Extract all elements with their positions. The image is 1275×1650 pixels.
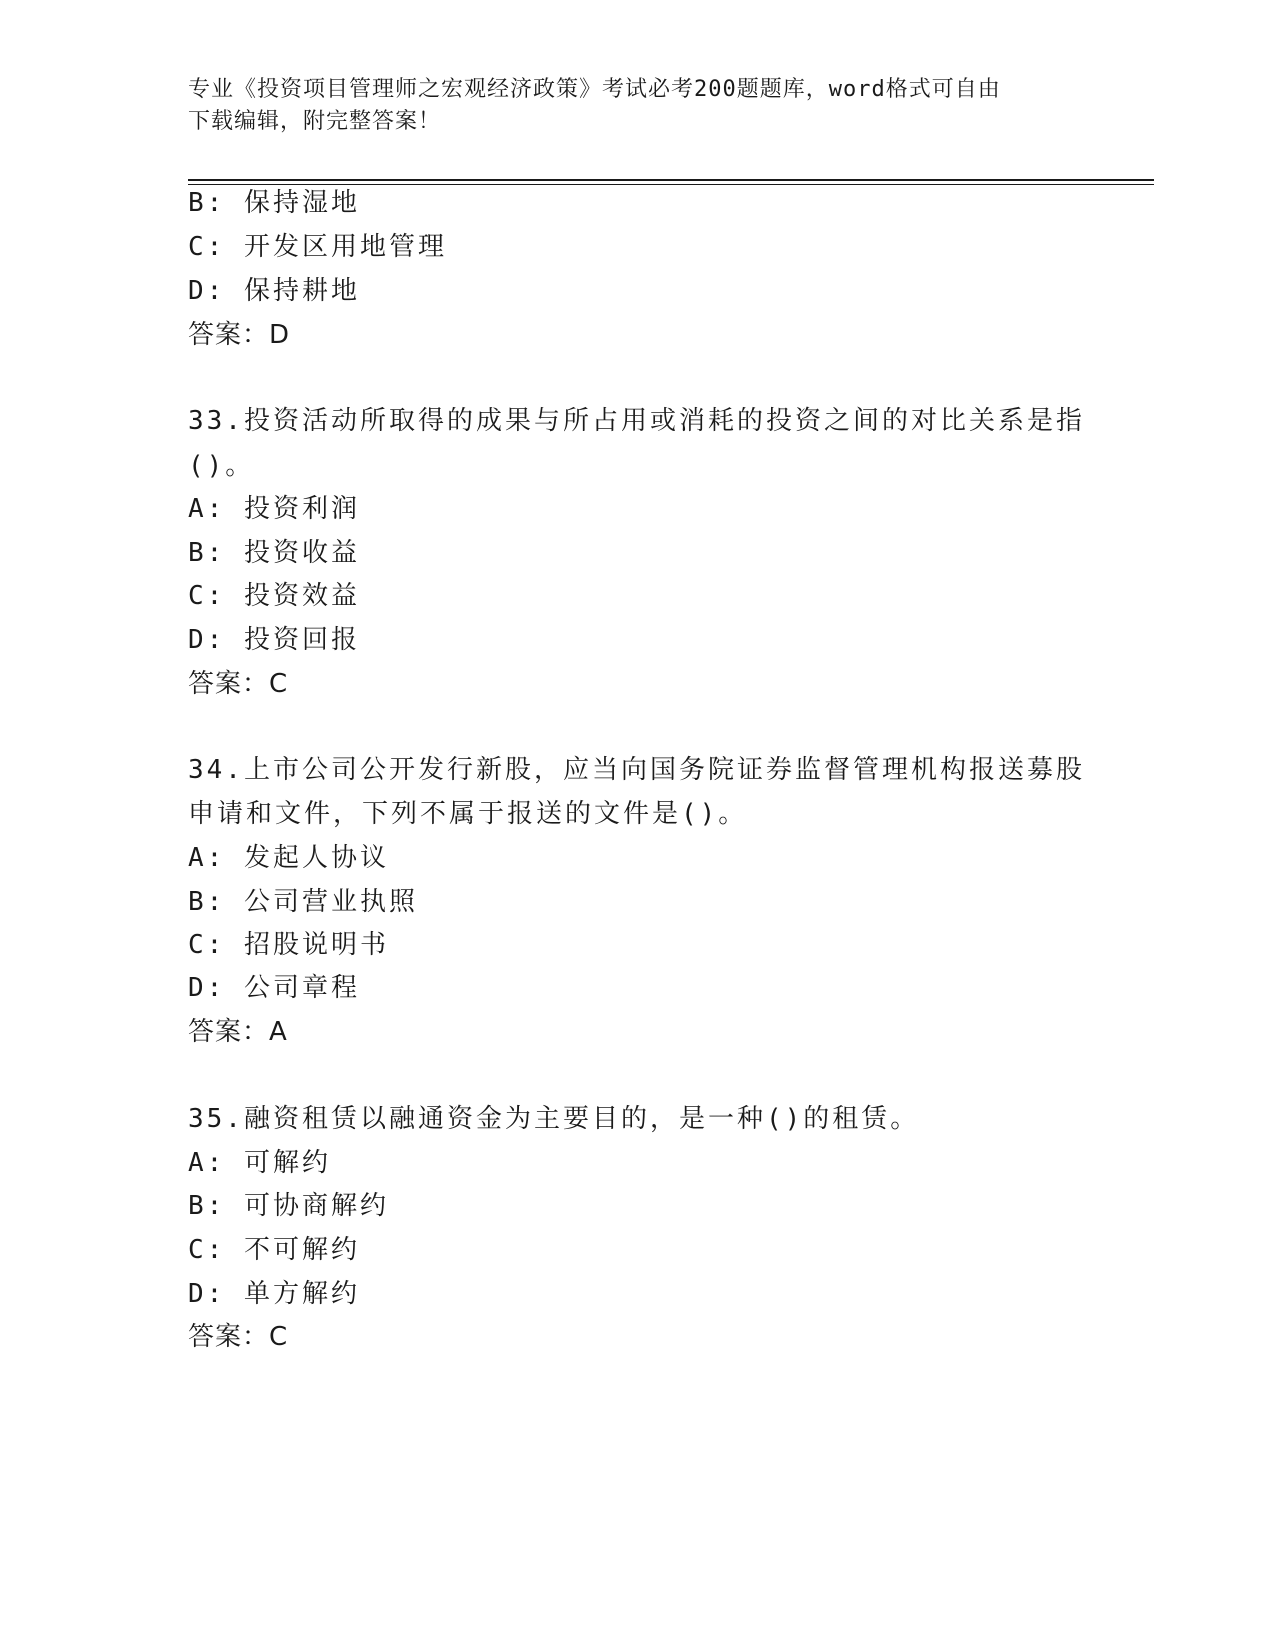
question-35-answer: 答案：C xyxy=(188,1322,289,1352)
question-34-option-b: B: 公司营业执照 xyxy=(188,887,418,917)
question-33-option-a: A: 投资利润 xyxy=(188,494,360,524)
option-d: D: 保持耕地 xyxy=(188,276,360,306)
question-33-option-c: C: 投资效益 xyxy=(188,581,360,611)
question-34-text-line-1: 34.上市公司公开发行新股，应当向国务院证券监督管理机构报送募股 xyxy=(188,755,1085,785)
question-33-answer: 答案：C xyxy=(188,669,289,699)
question-33-text-line-1: 33.投资活动所取得的成果与所占用或消耗的投资之间的对比关系是指 xyxy=(188,406,1085,436)
header-line-1: 专业《投资项目管理师之宏观经济政策》考试必考200题题库，word格式可自由 xyxy=(188,77,1001,102)
question-33-option-d: D: 投资回报 xyxy=(188,625,360,655)
question-34-option-c: C: 招股说明书 xyxy=(188,930,389,960)
header-divider-thick xyxy=(188,179,1154,181)
answer: 答案：D xyxy=(188,320,291,350)
option-c: C: 开发区用地管理 xyxy=(188,232,447,262)
question-35-text-line-1: 35.融资租赁以融通资金为主要目的，是一种()的租赁。 xyxy=(188,1104,920,1134)
question-34-text-line-2: 申请和文件，下列不属于报送的文件是()。 xyxy=(188,799,748,829)
header-line-2: 下载编辑，附完整答案！ xyxy=(188,109,442,134)
question-34-option-a: A: 发起人协议 xyxy=(188,843,389,873)
option-b: B: 保持湿地 xyxy=(188,188,360,218)
document-header xyxy=(188,74,1068,138)
question-34-answer: 答案：A xyxy=(188,1017,288,1047)
question-35-option-d: D: 单方解约 xyxy=(188,1279,360,1309)
question-34-option-d: D: 公司章程 xyxy=(188,973,360,1003)
header-divider-thin xyxy=(188,184,1154,185)
question-35-option-c: C: 不可解约 xyxy=(188,1235,360,1265)
question-33-text-line-2: ()。 xyxy=(188,451,255,481)
question-33-option-b: B: 投资收益 xyxy=(188,538,360,568)
question-35-option-a: A: 可解约 xyxy=(188,1148,331,1178)
question-35-option-b: B: 可协商解约 xyxy=(188,1191,389,1221)
